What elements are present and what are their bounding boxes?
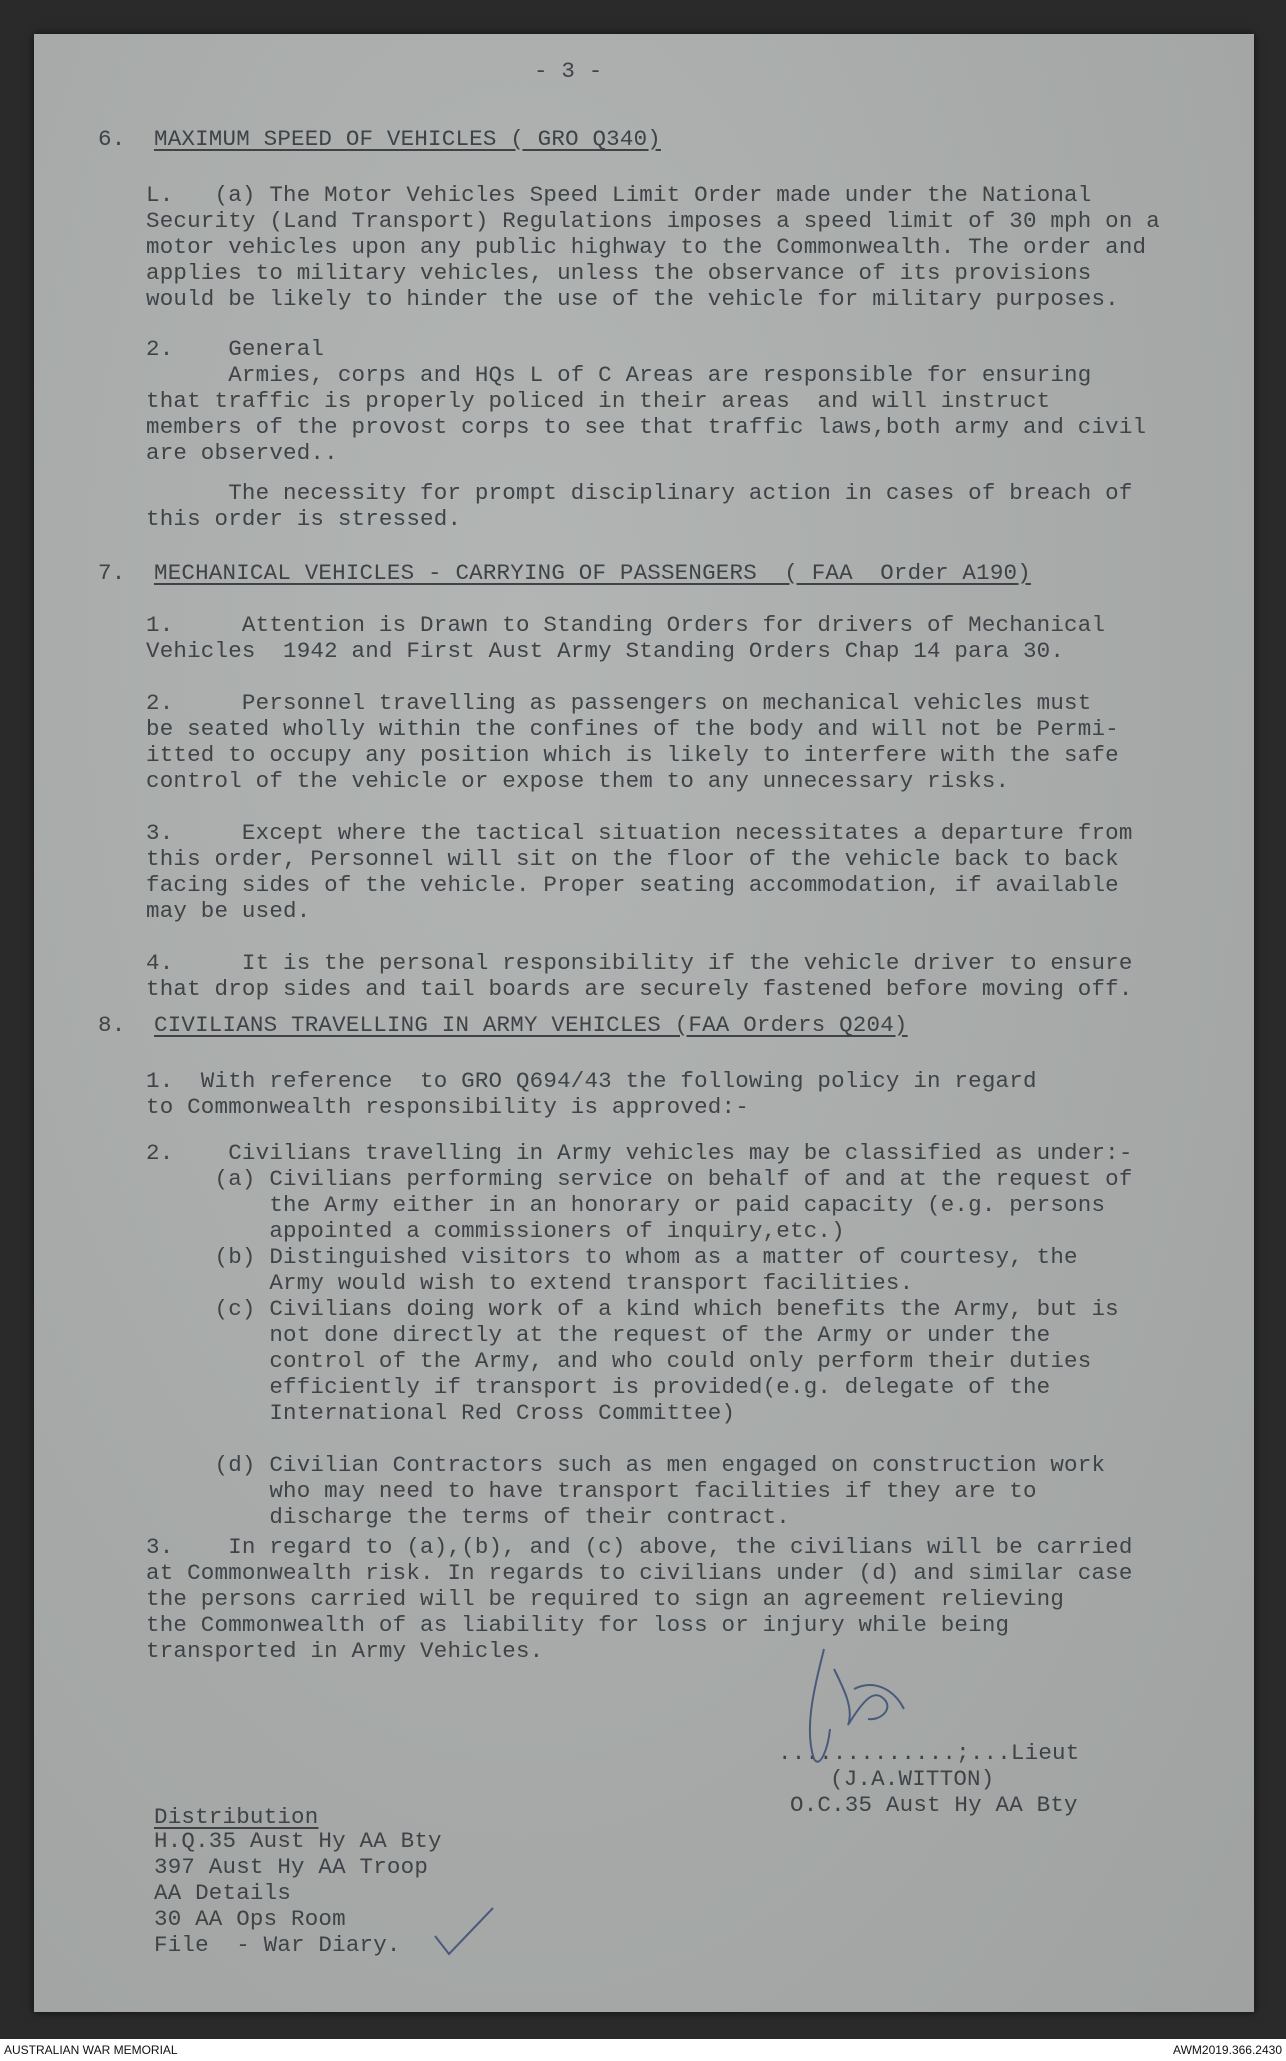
- distribution-item-2: 397 Aust Hy AA Troop: [154, 1854, 429, 1880]
- section-7-para-3: 3. Except where the tactical situation necessitates a departure from this order, Personnel will sit on the floor of the vehicle back to back facing sides of the vehicle. Proper seating accommodation, if available may be used.: [146, 820, 1133, 924]
- distribution-item-4: 30 AA Ops Room: [154, 1906, 346, 1932]
- signature-name: (J.A.WITTON): [830, 1766, 995, 1792]
- footer-institution: AUSTRALIAN WAR MEMORIAL: [4, 2043, 178, 2057]
- signature-position: O.C.35 Aust Hy AA Bty: [790, 1792, 1078, 1818]
- section-8-para-2: 2. Civilians travelling in Army vehicles may be classified as under:- (a) Civilians performing service on behalf of and at the request of the Army either in an honorary or paid capacity (e.g. persons appointed a commissioners of inquiry,etc.) (b) Distinguished visitors to whom as a matter of courtesy, the Army would wish to extend transport facilities. (c) Civilians doing work of a kind which benefits the Army, but is not done directly at the request of the Army or under the control of the Army, and who could only perform their duties efficiently if transport is provided(e.g. delegate of the International Red Cross Committee) (d) Civilian Contractors such as men engaged on construction work who may need to have transport facilities if they are to discharge the terms of their contract.: [146, 1140, 1133, 1530]
- section-8-para-1: 1. With reference to GRO Q694/43 the following policy in regard to Commonwealth responsibility is approved:-: [146, 1068, 1037, 1120]
- document-page: [34, 34, 1254, 2012]
- distribution-item-3: AA Details: [154, 1880, 292, 1906]
- distribution-item-5: File - War Diary.: [154, 1932, 401, 1958]
- section-7-number: 7.: [98, 560, 126, 586]
- distribution-heading: Distribution: [154, 1804, 319, 1830]
- handwritten-signature-icon: [784, 1629, 924, 1779]
- section-6-para-2: 2. General: [146, 336, 325, 362]
- section-6-heading: MAXIMUM SPEED OF VEHICLES ( GRO Q340): [154, 126, 661, 152]
- section-6-para-3: Armies, corps and HQs L of C Areas are responsible for ensuring that traffic is properly policed in their areas and will instruct members of the provost corps to see that traffic laws,both army and civil are observed..: [146, 362, 1147, 466]
- section-7-para-2: 2. Personnel travelling as passengers on mechanical vehicles must be seated wholly within the confines of the body and will not be Permi- itted to occupy any position which is likely to interfere with the safe control of the vehicle or expose them to any unnecessary risks.: [146, 690, 1119, 794]
- handwritten-tick-icon: [429, 1904, 499, 1959]
- section-8-heading: CIVILIANS TRAVELLING IN ARMY VEHICLES (FAA Orders Q204): [154, 1012, 908, 1038]
- distribution-item-1: H.Q.35 Aust Hy AA Bty: [154, 1828, 442, 1854]
- section-7-heading: MECHANICAL VEHICLES - CARRYING OF PASSENGERS ( FAA Order A190): [154, 560, 1031, 586]
- footer-accession-id: AWM2019.366.2430: [1173, 2043, 1282, 2057]
- section-7-para-4: 4. It is the personal responsibility if the vehicle driver to ensure that drop sides and tail boards are securely fastened before moving off.: [146, 950, 1133, 1002]
- archive-footer: [0, 2039, 1286, 2061]
- section-6-para-1: L. (a) The Motor Vehicles Speed Limit Order made under the National Security (Land Transport) Regulations imposes a speed limit of 30 mph on a motor vehicles upon any public highway to the Commonwealth. The order and applies to military vehicles, unless the observance of its provisions would be likely to hinder the use of the vehicle for military purposes.: [146, 182, 1160, 312]
- page-number: - 3 -: [534, 58, 603, 84]
- signature-rank-line: .............;...Lieut: [778, 1740, 1080, 1766]
- section-6-para-4: The necessity for prompt disciplinary action in cases of breach of this order is stressed.: [146, 480, 1133, 532]
- section-7-para-1: 1. Attention is Drawn to Standing Orders for drivers of Mechanical Vehicles 1942 and First Aust Army Standing Orders Chap 14 para 30.: [146, 612, 1106, 664]
- section-8-para-3: 3. In regard to (a),(b), and (c) above, the civilians will be carried at Commonwealth risk. In regards to civilians under (d) and similar case the persons carried will be required to sign an agreement relieving the Commonwealth of as liability for loss or injury while being transported in Army Vehicles.: [146, 1534, 1133, 1664]
- section-6-number: 6.: [98, 126, 126, 152]
- section-8-number: 8.: [98, 1012, 126, 1038]
